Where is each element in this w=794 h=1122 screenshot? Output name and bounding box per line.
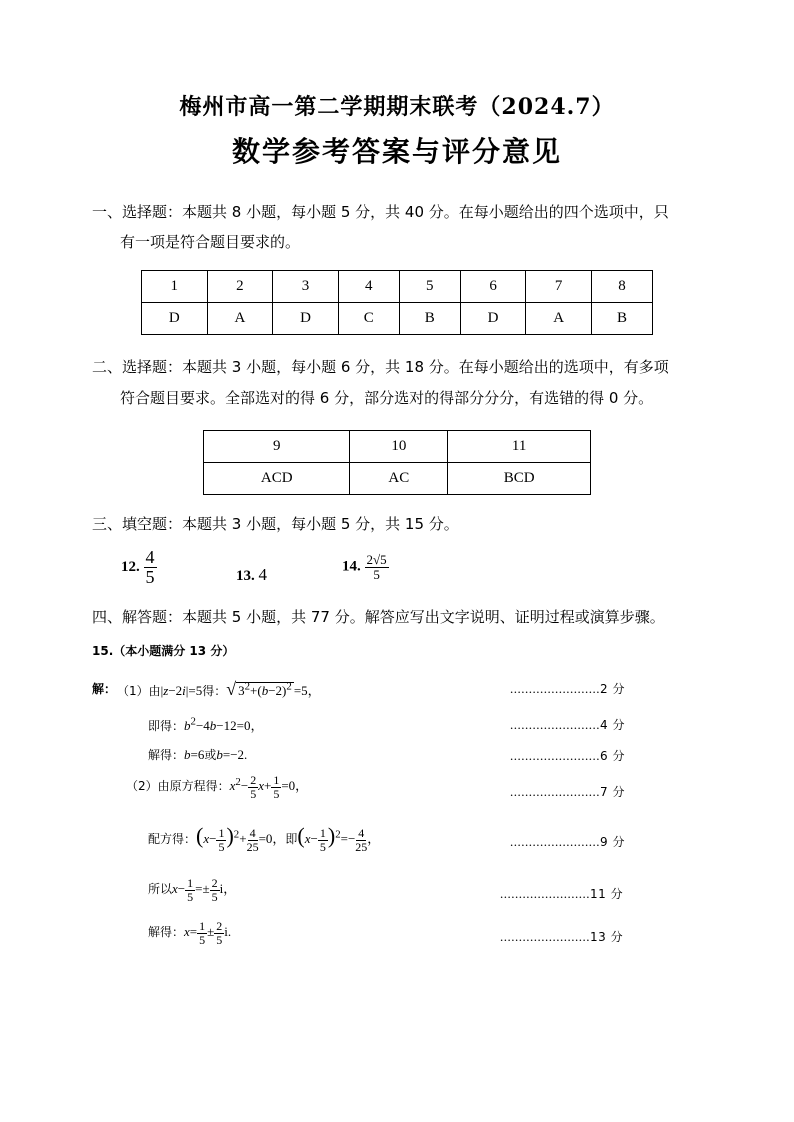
q12-answer bbox=[121, 548, 157, 587]
q15-step-7: 解得：x= $\frac{1}{5}$ ± $\frac{2}{5}$ i. bbox=[148, 919, 232, 947]
section1-number-cell-1: 1 bbox=[142, 271, 208, 303]
q14-fraction bbox=[365, 553, 389, 581]
q13-value: 4 bbox=[258, 565, 267, 584]
section1-answer-cell-8: B bbox=[591, 303, 652, 335]
points-step-5: ........................9 分 bbox=[510, 834, 625, 849]
section2-number-cell-2: 10 bbox=[350, 431, 448, 463]
section1-answer-cell-1: D bbox=[142, 303, 208, 335]
section1-number-cell-5: 5 bbox=[399, 271, 460, 303]
section2-line1: 二、选择题：本题共 3 小题，每小题 6 分，共 18 分。在每小题给出的选项中，有多项 bbox=[92, 358, 669, 376]
section2-number-cell-3: 11 bbox=[448, 431, 591, 463]
points-step-2: ........................4 分 bbox=[510, 717, 625, 732]
q14-answer bbox=[342, 553, 389, 581]
page-title: 梅州市高一第二学期期末联考（2024.7） bbox=[179, 94, 615, 120]
q12-label: 12. bbox=[121, 558, 140, 575]
section2-number-cell-1: 9 bbox=[204, 431, 350, 463]
q15-step-4: （2）由原方程得：$x^2-$ $\frac{2}{5}$ x+ $\frac{1}{5}$ =0， bbox=[126, 773, 309, 801]
points-step-6: ........................11 分 bbox=[500, 886, 624, 901]
q15-header: 15.（本小题满分 13 分） bbox=[92, 644, 235, 658]
q15-step-6: 所以x− $\frac{1}{5}$ =± $\frac{2}{5}$ i， bbox=[148, 876, 237, 904]
points-step-3: ........................6 分 bbox=[510, 748, 625, 763]
section2-answer-cell-3: BCD bbox=[448, 463, 591, 495]
section1-number-cell-8: 8 bbox=[591, 271, 652, 303]
section1-line1: 一、选择题：本题共 8 小题，每小题 5 分，共 40 分。在每小题给出的四个选项中，只 bbox=[92, 203, 669, 221]
section2-answer-cell-1: ACD bbox=[204, 463, 350, 495]
q12-fraction bbox=[144, 548, 157, 587]
section4-line1: 四、解答题：本题共 5 小题，共 77 分。解答应写出文字说明、证明过程或演算步骤。 bbox=[92, 608, 665, 626]
q15-step-1: （1）由|z−2i|=5得：√ $3^2+(b-2)^2 =5$， bbox=[117, 679, 321, 699]
points-step-1: ........................2 分 bbox=[510, 681, 625, 696]
section1-answer-table bbox=[141, 270, 653, 335]
q14-numerator: 2√5 bbox=[366, 552, 387, 567]
section1-number-cell-4: 4 bbox=[338, 271, 399, 303]
q13-answer bbox=[236, 565, 267, 585]
q15-step-2: 即得：$b^2-4b-12=0$， bbox=[148, 715, 264, 733]
section2-line2: 符合题目要求。全部选对的得 6 分，部分选对的得部分分分，有选错的得 0 分。 bbox=[120, 389, 654, 407]
page-subtitle: 数学参考答案与评分意见 bbox=[231, 135, 562, 168]
solution-label: 解： bbox=[92, 682, 117, 696]
section1-answer-cell-4: C bbox=[338, 303, 399, 335]
points-step-7: ........................13 分 bbox=[500, 929, 624, 944]
section1-number-cell-2: 2 bbox=[207, 271, 273, 303]
section1-answer-cell-3: D bbox=[273, 303, 339, 335]
section1-number-cell-6: 6 bbox=[460, 271, 526, 303]
section1-line2: 有一项是符合题目要求的。 bbox=[120, 233, 301, 251]
section1-answer-cell-7: A bbox=[526, 303, 592, 335]
section3-line1: 三、填空题：本题共 3 小题，每小题 5 分，共 15 分。 bbox=[92, 515, 459, 533]
q12-denominator: 5 bbox=[145, 566, 155, 587]
section1-answer-cell-5: B bbox=[399, 303, 460, 335]
q14-denominator: 5 bbox=[373, 566, 380, 582]
q14-label: 14. bbox=[342, 558, 361, 575]
section1-number-cell-3: 3 bbox=[273, 271, 339, 303]
q12-numerator: 4 bbox=[145, 547, 155, 567]
points-step-4: ........................7 分 bbox=[510, 784, 625, 799]
q15-step-5: 配方得：(x− $\frac{1}{5}$ )$^2$+ $\frac{4}{25}$ =0，即(x− $\frac{1}{5}$ )$^2$=− $\frac{4}{25}$ ， bbox=[148, 823, 381, 854]
section2-answer-table bbox=[203, 430, 591, 495]
section1-answer-cell-6: D bbox=[460, 303, 526, 335]
section2-answer-cell-2: AC bbox=[350, 463, 448, 495]
q13-label: 13. bbox=[236, 568, 255, 584]
section1-number-cell-7: 7 bbox=[526, 271, 592, 303]
section1-answer-cell-2: A bbox=[207, 303, 273, 335]
q15-step-3: 解得：b=6或b=−2. bbox=[148, 747, 248, 762]
